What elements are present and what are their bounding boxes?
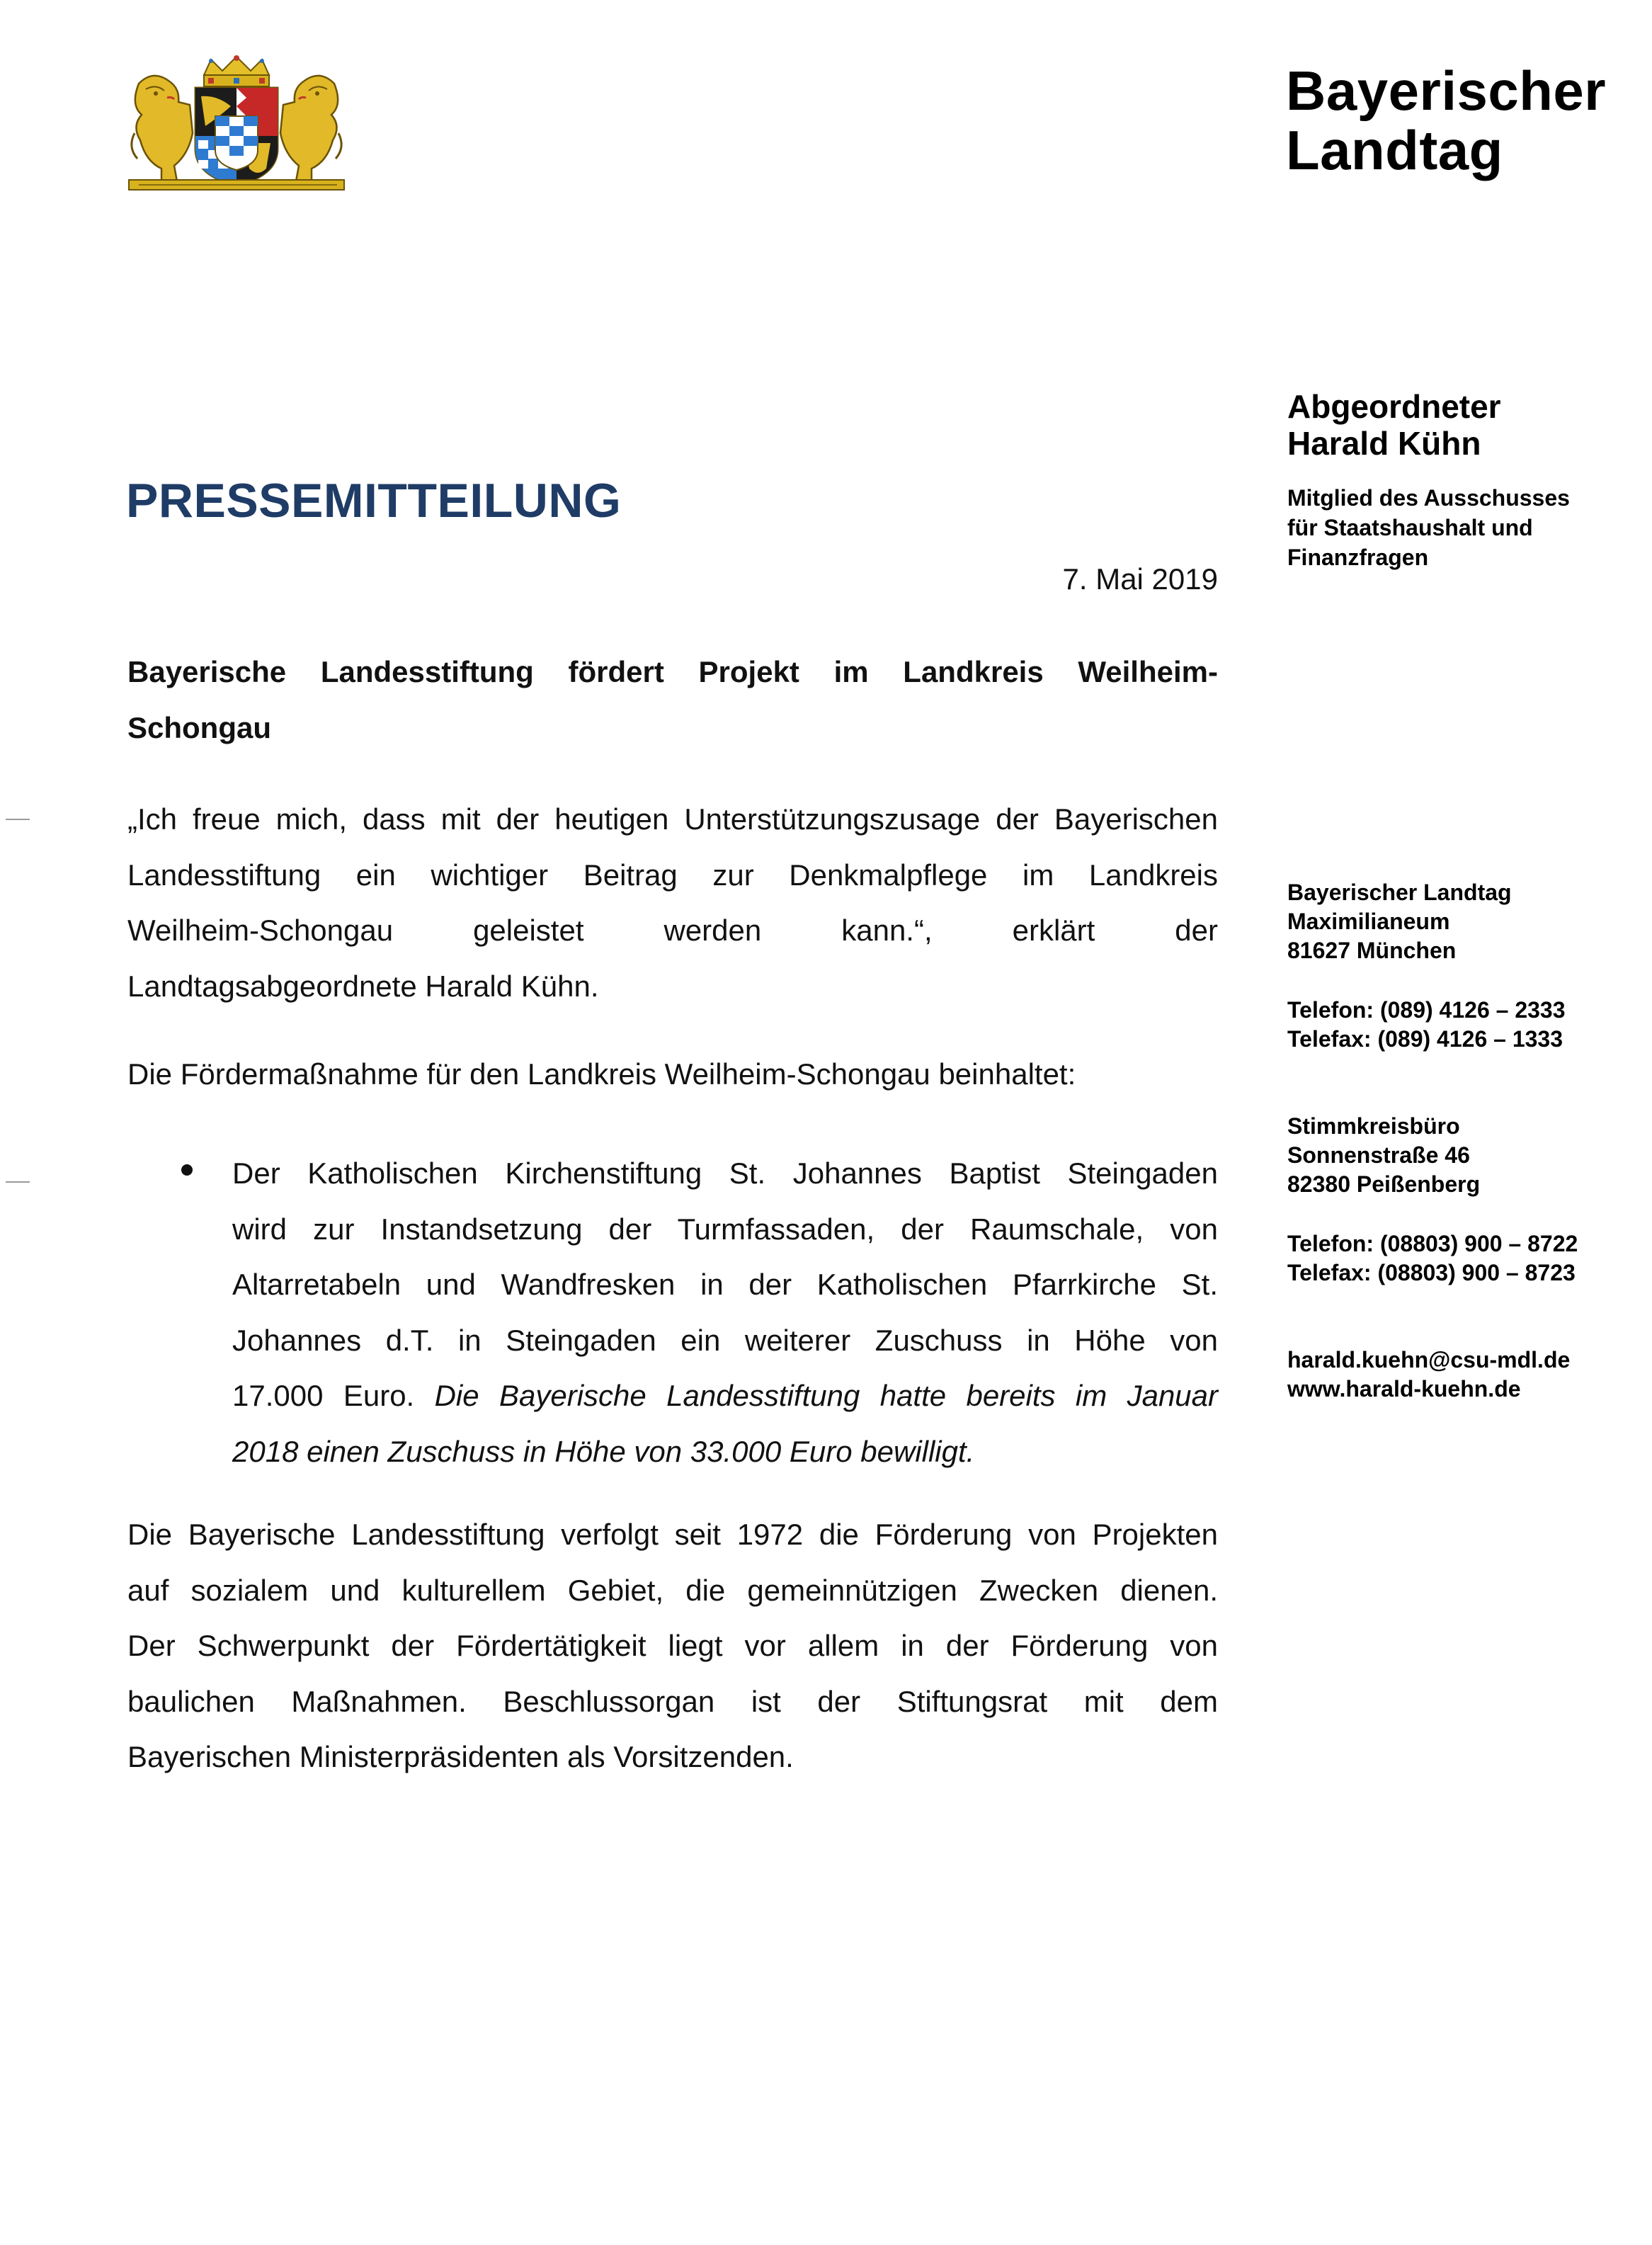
subject-line-1: Bayerische Landesstiftung fördert Projekt im Landkreis Weilheim- [127,655,1218,688]
office-phone: Telefon: (08803) 900 – 8722 [1287,1231,1578,1256]
closing-line-2: auf sozialem und kulturellem Gebiet, die gemeinnützigen Zwecken dienen. [127,1573,1218,1607]
bullet-line-6 [232,1424,1218,1480]
bullet-line-2: wird zur Instandsetzung der Turmfassaden, der Raumschale, von [232,1212,1218,1246]
quote-paragraph [127,792,1218,1014]
role-line-2: für Staatshaushalt und [1287,515,1533,540]
website-link[interactable]: www.harald-kuehn.de [1287,1376,1521,1402]
measure-intro-paragraph [127,1047,1218,1103]
measure-bullet-text [232,1146,1218,1479]
office-fax: Telefax: (08803) 900 – 8723 [1287,1260,1576,1285]
brand-wordmark [1286,61,1606,180]
bullet-line-5-italic: Die Bayerische Landesstiftung hatte bereits im Januar [434,1379,1219,1412]
representative-title [1287,388,1501,462]
bullet-line-4: Johannes d.T. in Steingaden ein weiterer Zuschuss in Höhe von [232,1323,1218,1357]
brand-line-2: Landtag [1286,119,1503,181]
closing-line-4: baulichen Maßnahmen. Beschlussorgan ist der Stiftungsrat mit dem [127,1684,1218,1718]
bullet-line-6-italic: 2018 einen Zuschuss in Höhe von 33.000 Euro bewilligt. [232,1434,975,1468]
quote-line-1: „Ich freue mich, dass mit der heutigen Unterstützungszusage der Bayerischen [127,802,1218,836]
representative-title-line-1: Abgeordneter [1287,388,1501,425]
bullet-line-3: Altarretabeln und Wandfresken in der Katholischen Pfarrkirche St. [232,1268,1218,1301]
closing-line-1: Die Bayerische Landesstiftung verfolgt seit 1972 die Förderung von Projekten [127,1518,1218,1551]
measure-intro-line: Die Fördermaßnahme für den Landkreis Weilheim-Schongau beinhaltet: [127,1057,1076,1091]
bullet-marker-icon [181,1164,193,1176]
landtag-address-line-3: 81627 München [1287,938,1457,963]
landtag-phone: Telefon: (089) 4126 – 2333 [1287,997,1566,1023]
office-address-block [1287,1112,1627,1199]
landtag-address-line-1: Bayerischer Landtag [1287,880,1512,905]
representative-name: Harald Kühn [1287,425,1481,462]
representative-role [1287,483,1613,572]
office-address-line-2: Sonnenstraße 46 [1287,1142,1470,1168]
office-phone-block [1287,1229,1627,1288]
office-address-line-3: 82380 Peißenberg [1287,1171,1481,1197]
left-lion-icon [132,76,193,181]
subject-heading [127,644,1218,756]
office-address-line-1: Stimmkreisbüro [1287,1113,1460,1139]
landtag-address-block [1287,878,1627,965]
punch-mark [6,1181,30,1183]
document-headline: PRESSEMITTEILUNG [126,474,622,528]
landtag-fax: Telefax: (089) 4126 – 1333 [1287,1026,1563,1052]
document-date: 7. Mai 2019 [1062,562,1218,596]
online-contact-block [1287,1346,1627,1404]
quote-line-4: Landtagsabgeordnete Harald Kühn. [127,969,599,1003]
crown-icon [204,55,269,86]
closing-line-3: Der Schwerpunkt der Fördertätigkeit liegt vor allem in der Förderung von [127,1629,1218,1662]
shield-icon [195,88,278,186]
bullet-line-5-normal: 17.000 Euro. [232,1379,435,1412]
bullet-line-5 [232,1368,1218,1424]
bavarian-coat-of-arms-logo [125,55,348,191]
email-link[interactable]: harald.kuehn@csu-mdl.de [1287,1347,1571,1372]
subject-line-2: Schongau [127,710,272,744]
bullet-line-1: Der Katholischen Kirchenstiftung St. Johannes Baptist Steingaden [232,1156,1218,1190]
brand-line-1: Bayerischer [1286,59,1607,122]
role-line-3: Finanzfragen [1287,545,1429,570]
fold-mark [6,819,30,820]
closing-paragraph [127,1507,1218,1785]
quote-line-2: Landesstiftung ein wichtiger Beitrag zur Denkmalpflege im Landkreis [127,858,1218,892]
landtag-address-line-2: Maximilianeum [1287,909,1450,934]
landtag-phone-block [1287,996,1627,1054]
quote-line-3: Weilheim-Schongau geleistet werden kann.“, erklärt der [127,914,1218,947]
closing-line-5: Bayerischen Ministerpräsidenten als Vorsitzenden. [127,1740,794,1773]
right-lion-icon [280,76,341,181]
role-line-1: Mitglied des Ausschusses [1287,485,1570,511]
